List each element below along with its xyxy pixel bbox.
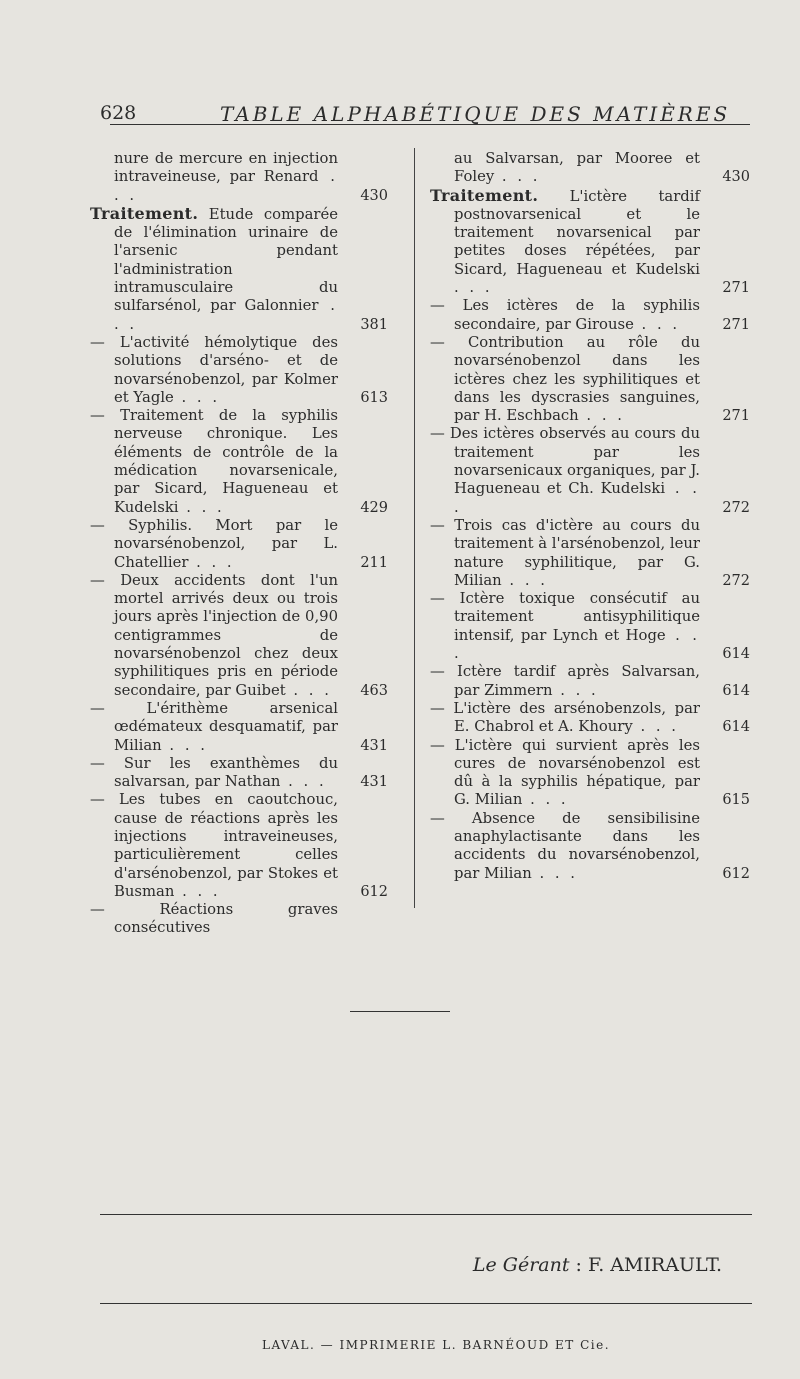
page-reference: 271	[722, 408, 750, 425]
leader-dots: . . .	[114, 168, 338, 204]
page-reference: 431	[360, 774, 388, 791]
index-entry	[428, 150, 750, 187]
entry-keyword: Traitement.	[90, 203, 199, 223]
index-entry	[88, 407, 388, 517]
footer-rule-bottom	[100, 1303, 752, 1304]
entry-text: — Les ictères de la syphilis secondaire, par Girouse	[430, 297, 700, 333]
page-reference: 430	[722, 169, 750, 186]
leader-dots: . . .	[114, 297, 338, 333]
leader-dots: . . .	[161, 736, 208, 754]
leader-dots: . . .	[632, 718, 679, 736]
page-reference: 431	[360, 737, 388, 754]
index-entry	[428, 297, 750, 334]
manager-signature	[473, 1254, 722, 1276]
index-entry	[88, 700, 388, 755]
page-reference: 614	[722, 682, 750, 699]
signature-label: Le Gérant	[472, 1254, 570, 1276]
entry-text: — L'érithème arsenical œdémateux desquamatif, par Milian	[90, 699, 338, 754]
entry-text: — Réactions graves consécutives	[90, 901, 338, 937]
entry-text: — Des ictères observés au cours du traitement par les novarsenicaux organiques, par J. Haguenеau et Ch. Kudelski	[430, 425, 700, 498]
page-reference: 613	[360, 389, 388, 406]
entry-keyword: Traitement.	[430, 185, 539, 205]
page-reference: 381	[360, 316, 388, 333]
leader-dots: . . .	[454, 626, 700, 663]
entry-text: — Traitement de la syphilis nerveuse chronique. Les éléments de contrôle de la médication novarsenicale, par Sicard, Haguenеau et Kudelski	[90, 407, 338, 516]
index-entry	[428, 187, 750, 298]
index-entry	[428, 517, 750, 590]
index-entry	[428, 590, 750, 663]
index-entry	[428, 663, 750, 700]
leader-dots: . . .	[178, 498, 225, 516]
left-column	[88, 150, 388, 938]
index-entry	[88, 150, 388, 205]
page-reference: 271	[722, 316, 750, 333]
entry-text: au Salvarsan, par Mooreе et Foley	[454, 150, 700, 186]
page-reference: 430	[360, 187, 388, 204]
index-entry	[428, 737, 750, 810]
page-reference: 271	[722, 280, 750, 297]
index-entry	[88, 517, 388, 572]
end-of-index-rule	[350, 1011, 450, 1012]
index-entry	[88, 572, 388, 700]
signature-separator: :	[569, 1254, 588, 1276]
entry-text: Etude comparée de l'élimination urinaire de l'arsenic pendant l'administration intramusculaire du sulfarsénol, par Galonnier	[114, 205, 338, 315]
page-reference: 614	[722, 646, 750, 663]
entry-text: — Ictère toxique consécutif au traitement antisyphilitique intensif, par Lynch et Hoge	[430, 590, 700, 644]
entry-text: nure de mercure en injection intraveineuse, par Renard	[114, 150, 338, 186]
entry-text: — L'ictère des arsénobenzols, par E. Chabrol et A. Khoury	[430, 699, 700, 736]
entry-text: — Ictère tardif après Salvarsan, par Zimmern	[430, 663, 700, 699]
page-reference: 612	[722, 865, 750, 882]
entry-text: — L'activité hémolytique des solutions d'arsénо- et de novarsénobenzol, par Kolmer et Yagle	[90, 333, 338, 406]
entry-text: — Sur les exanthèmes du salvarsan, par Nathan	[90, 754, 338, 791]
entry-text: L'ictère tardif postnovarsenical et le traitement novarsenical par petites doses répétées, par Sicard, Haguenеau et Kudelski	[454, 187, 700, 278]
entry-text: — Syphilis. Mort par le novarsénobenzol, par L. Chatellier	[90, 516, 338, 571]
footer-rule-top	[100, 1214, 752, 1215]
page-reference: 463	[360, 682, 388, 699]
leader-dots: . . .	[578, 407, 625, 425]
page-reference: 429	[360, 499, 388, 516]
header-rule	[110, 124, 750, 125]
column-divider	[414, 148, 415, 908]
page-reference: 612	[360, 883, 388, 900]
leader-dots: . . .	[173, 388, 221, 406]
entry-text: — Absence de sensibilisine anaphylactisante dans les accidents du novarsénobenzol, par Milian	[430, 809, 700, 882]
index-entry	[88, 755, 388, 792]
leader-dots: . . .	[552, 681, 599, 699]
entry-text: — L'ictère qui survient après les cures de novarsénobenzol est dû à la syphilis hépatique, par G. Milian	[430, 736, 700, 809]
index-entry	[88, 334, 388, 407]
page-reference: 272	[722, 572, 750, 589]
index-entry	[88, 205, 388, 334]
page-header	[100, 98, 740, 132]
index-entry	[88, 901, 388, 938]
signature-name: F. AMIRAULT.	[587, 1254, 722, 1276]
leader-dots: . . .	[285, 681, 332, 699]
leader-dots: . . .	[454, 279, 493, 297]
leader-dots: . . .	[531, 864, 579, 882]
leader-dots: . . .	[454, 480, 700, 516]
entry-text: — Deux accidents dont l'un mortel arrivés deux ou trois jours après l'injection de 0,90 centigrammes de novarsénobenzol chez deux syphilitiques pris en période secondaire, par Guibet	[90, 571, 338, 699]
entry-text: — Les tubes en caoutchouc, cause de réactions après les injections intraveineuses, particulièrement celles d'arsénobenzol, par Stokes et Busman	[90, 791, 338, 900]
page-number: 628	[100, 102, 137, 124]
entry-text: — Trois cas d'ictère au cours du traitement à l'arsénobenzol, leur nature syphilitique, par G. Milian	[430, 516, 700, 589]
entry-text: — Contribution au rôle du novarsénobenzol dans les ictères chez les syphilitiques et dans les dyscrasies sanguines, par H. Eschbach	[430, 333, 700, 425]
running-title: TABLE ALPHABÉTIQUE DES MATIÈRES	[220, 102, 731, 126]
index-entry	[428, 700, 750, 737]
leader-dots: . . .	[174, 882, 221, 900]
index-entry	[88, 791, 388, 901]
leader-dots: . . .	[188, 553, 235, 571]
page-reference: 211	[360, 554, 388, 571]
leader-dots: . . .	[501, 571, 548, 589]
leader-dots: . . .	[494, 168, 541, 186]
right-column	[428, 150, 750, 883]
leader-dots: . . .	[280, 773, 327, 791]
index-entry	[428, 334, 750, 425]
leader-dots: . . .	[633, 315, 681, 333]
leader-dots: . . .	[522, 791, 569, 809]
index-entry	[428, 810, 750, 883]
page-reference: 614	[722, 719, 750, 736]
index-entry	[428, 425, 750, 516]
page-reference: 615	[722, 792, 750, 809]
printer-imprint: LAVAL. — IMPRIMERIE L. BARNÉOUD ET Cie.	[262, 1338, 611, 1352]
page-reference: 272	[722, 499, 750, 516]
